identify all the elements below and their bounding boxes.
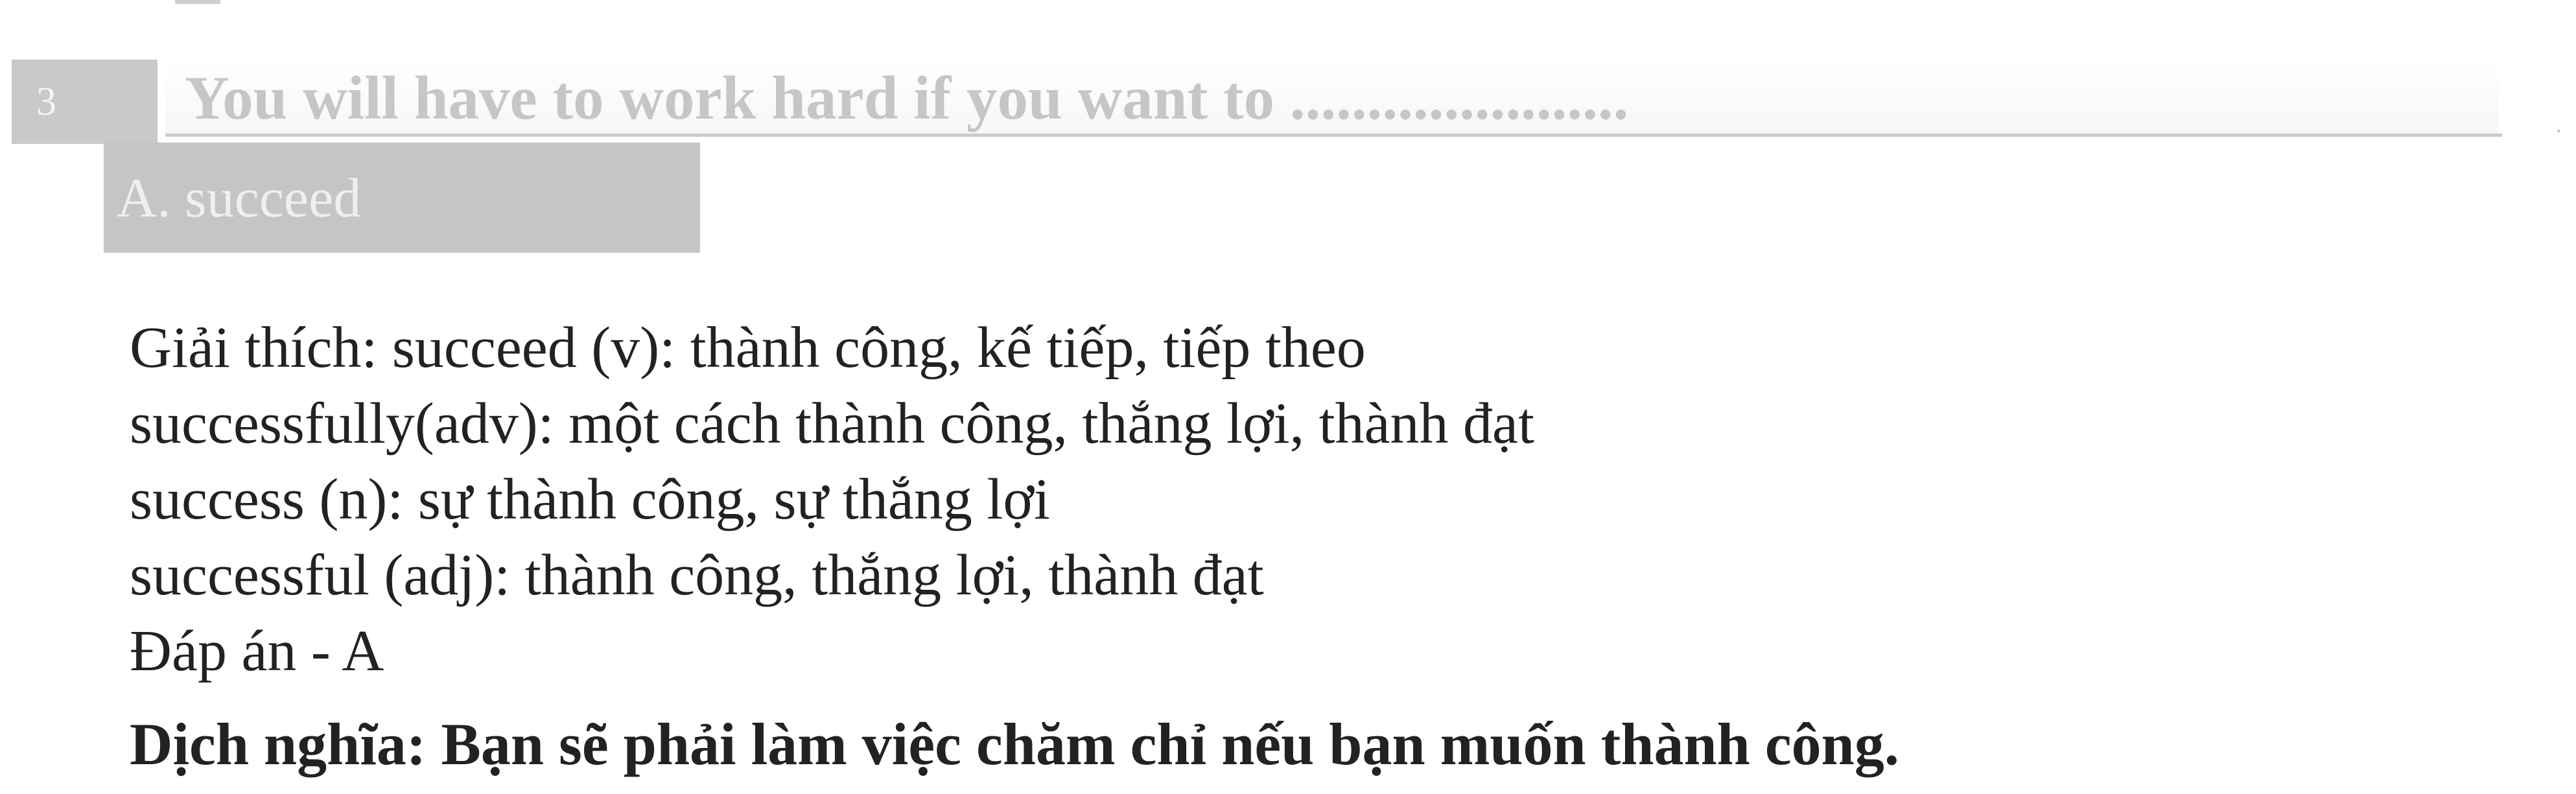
question-divider bbox=[165, 134, 2502, 137]
explanation-line: successful (adj): thành công, thắng lợi, thành đạt bbox=[130, 543, 1264, 607]
question-text: You will have to work hard if you want to ...................... bbox=[165, 60, 2499, 136]
explanation-line: success (n): sự thành công, sự thắng lợi bbox=[130, 467, 1050, 531]
scan-mark bbox=[175, 0, 220, 4]
explanation-block bbox=[130, 310, 1534, 689]
question-number: 3 bbox=[12, 60, 158, 144]
explanation-line: Giải thích: succeed (v): thành công, kế tiếp, tiếp theo bbox=[130, 316, 1366, 380]
translation-text: Dịch nghĩa: Bạn sẽ phải làm việc chăm chỉ nếu bạn muốn thành công. bbox=[130, 711, 1899, 777]
scan-speck bbox=[2557, 130, 2560, 132]
answer-option: A. succeed bbox=[104, 143, 700, 253]
answer-key: Đáp án - A bbox=[130, 619, 384, 683]
explanation-line: successfully(adv): một cách thành công, thắng lợi, thành đạt bbox=[130, 391, 1534, 456]
